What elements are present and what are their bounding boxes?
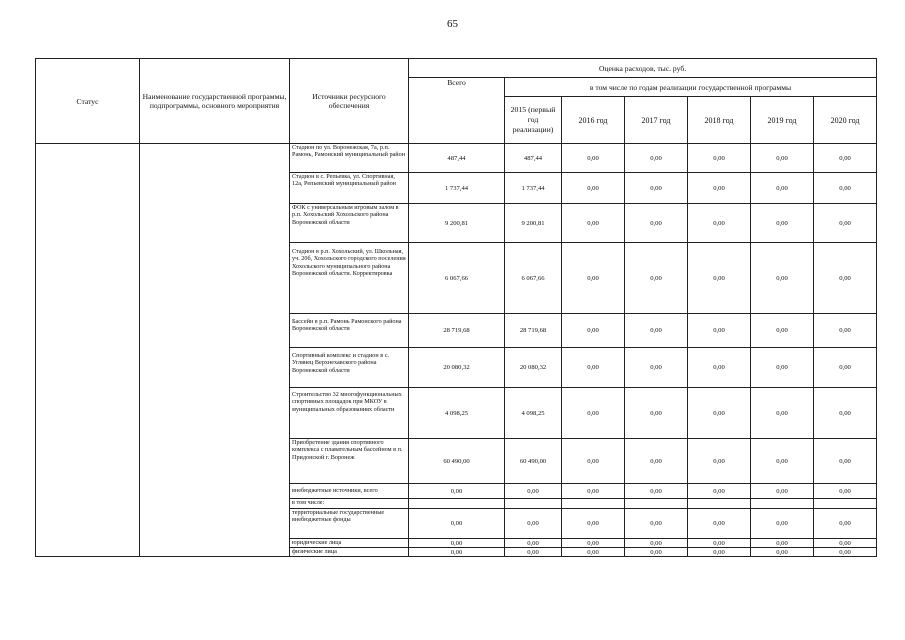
value-2019: 0,00 xyxy=(751,439,814,484)
value-2018: 0,00 xyxy=(688,509,751,539)
value-2020: 0,00 xyxy=(814,144,877,173)
value-2018: 0,00 xyxy=(688,439,751,484)
source-cell: территориальные государственные внебюджетные фонды xyxy=(290,509,409,539)
value-2017: 0,00 xyxy=(625,439,688,484)
source-cell: физические лица xyxy=(290,548,409,557)
value-2020: 0,00 xyxy=(814,388,877,439)
value-2019: 0,00 xyxy=(751,348,814,388)
value-2018: 0,00 xyxy=(688,484,751,499)
value-2020: 0,00 xyxy=(814,539,877,548)
value-2015: 9 200,81 xyxy=(505,204,562,243)
value-2018: 0,00 xyxy=(688,348,751,388)
value-2020: 0,00 xyxy=(814,348,877,388)
value-2018: 0,00 xyxy=(688,243,751,314)
value-2020 xyxy=(814,499,877,509)
value-2016: 0,00 xyxy=(562,548,625,557)
value-2015 xyxy=(505,499,562,509)
header-year-2018: 2018 год xyxy=(688,97,751,144)
source-cell: Стадион в р.п. Хохольский, ул. Школьная, уч. 20б, Хохольского городского поселения Хохольского муниципального района Воронежской области. Корректировка xyxy=(290,243,409,314)
value-2019: 0,00 xyxy=(751,539,814,548)
value-2019: 0,00 xyxy=(751,173,814,204)
source-cell: Строительство 32 многофункциональных спортивных площадок при МКОУ в муниципальных образованиях области xyxy=(290,388,409,439)
source-cell: в том числе: xyxy=(290,499,409,509)
value-2017 xyxy=(625,499,688,509)
budget-table xyxy=(35,58,877,557)
value-2017: 0,00 xyxy=(625,204,688,243)
value-2020: 0,00 xyxy=(814,439,877,484)
source-cell: Стадион в с. Репьевка, ул. Спортивная, 12а, Репьевский муниципальный район xyxy=(290,173,409,204)
value-total: 20 080,32 xyxy=(409,348,505,388)
value-2019 xyxy=(751,499,814,509)
value-total: 6 067,66 xyxy=(409,243,505,314)
value-2018: 0,00 xyxy=(688,548,751,557)
header-program-name: Наименование государственной программы, подпрограммы, основного мероприятия xyxy=(140,59,290,144)
value-2015: 487,44 xyxy=(505,144,562,173)
value-2020: 0,00 xyxy=(814,243,877,314)
value-2019: 0,00 xyxy=(751,509,814,539)
value-2019: 0,00 xyxy=(751,388,814,439)
value-2015: 0,00 xyxy=(505,509,562,539)
value-total: 9 200,81 xyxy=(409,204,505,243)
value-total: 0,00 xyxy=(409,539,505,548)
value-2019: 0,00 xyxy=(751,243,814,314)
value-2016: 0,00 xyxy=(562,348,625,388)
header-year-2016: 2016 год xyxy=(562,97,625,144)
source-cell: ФОК с универсальным игровым залом в р.п. Хохольский Хохольского района Воронежской области xyxy=(290,204,409,243)
value-2019: 0,00 xyxy=(751,144,814,173)
status-cell xyxy=(36,144,140,557)
value-2017: 0,00 xyxy=(625,509,688,539)
table-row xyxy=(36,144,877,173)
value-2016: 0,00 xyxy=(562,144,625,173)
value-2015: 28 719,68 xyxy=(505,314,562,348)
value-2018: 0,00 xyxy=(688,144,751,173)
value-2015: 4 098,25 xyxy=(505,388,562,439)
header-status: Статус xyxy=(36,59,140,144)
header-year-2017: 2017 год xyxy=(625,97,688,144)
value-2017: 0,00 xyxy=(625,484,688,499)
value-2016: 0,00 xyxy=(562,484,625,499)
value-2017: 0,00 xyxy=(625,548,688,557)
header-year-2015: 2015 (первый год реализации) xyxy=(505,97,562,144)
value-2016: 0,00 xyxy=(562,509,625,539)
value-total: 0,00 xyxy=(409,509,505,539)
value-2018: 0,00 xyxy=(688,539,751,548)
header-by-years: в том числе по годам реализации государственной программы xyxy=(505,78,877,97)
value-2016: 0,00 xyxy=(562,439,625,484)
value-2017: 0,00 xyxy=(625,173,688,204)
header-year-2020: 2020 год xyxy=(814,97,877,144)
value-total xyxy=(409,499,505,509)
value-2015: 20 080,32 xyxy=(505,348,562,388)
value-2015: 6 067,66 xyxy=(505,243,562,314)
value-2016: 0,00 xyxy=(562,204,625,243)
value-2016: 0,00 xyxy=(562,388,625,439)
value-2020: 0,00 xyxy=(814,484,877,499)
value-2017: 0,00 xyxy=(625,388,688,439)
value-total: 60 490,00 xyxy=(409,439,505,484)
source-cell: внебюджетные источники, всего xyxy=(290,484,409,499)
value-2020: 0,00 xyxy=(814,509,877,539)
value-total: 487,44 xyxy=(409,144,505,173)
value-2020: 0,00 xyxy=(814,173,877,204)
value-2016: 0,00 xyxy=(562,243,625,314)
value-2017: 0,00 xyxy=(625,539,688,548)
value-2018: 0,00 xyxy=(688,388,751,439)
value-2020: 0,00 xyxy=(814,314,877,348)
value-2019: 0,00 xyxy=(751,484,814,499)
source-cell: Спортивный комплекс и стадион в с. Углянец Верхнехавского района Воронежской области xyxy=(290,348,409,388)
value-2016: 0,00 xyxy=(562,539,625,548)
value-2015: 0,00 xyxy=(505,539,562,548)
source-cell: Стадион по ул. Воронежская, 7а, р.п. Рамонь, Рамонский муниципальный район xyxy=(290,144,409,173)
value-2015: 1 737,44 xyxy=(505,173,562,204)
value-2017: 0,00 xyxy=(625,348,688,388)
value-2018: 0,00 xyxy=(688,314,751,348)
value-2015: 60 490,00 xyxy=(505,439,562,484)
value-2017: 0,00 xyxy=(625,144,688,173)
value-total: 0,00 xyxy=(409,484,505,499)
source-cell: юридические лица xyxy=(290,539,409,548)
value-2015: 0,00 xyxy=(505,548,562,557)
value-2019: 0,00 xyxy=(751,314,814,348)
source-cell: Бассейн в р.п. Рамонь Рамонского района Воронежской области xyxy=(290,314,409,348)
value-total: 0,00 xyxy=(409,548,505,557)
value-2018 xyxy=(688,499,751,509)
value-2018: 0,00 xyxy=(688,173,751,204)
value-2018: 0,00 xyxy=(688,204,751,243)
value-2020: 0,00 xyxy=(814,204,877,243)
value-2016: 0,00 xyxy=(562,314,625,348)
value-2015: 0,00 xyxy=(505,484,562,499)
header-total: Всего xyxy=(409,78,505,144)
header-year-2019: 2019 год xyxy=(751,97,814,144)
header-expense-estimate: Оценка расходов, тыс. руб. xyxy=(409,59,877,78)
source-cell: Приобретение здания спортивного комплекса с плавательным бассейном в п. Придонской г. Воронеж xyxy=(290,439,409,484)
value-2019: 0,00 xyxy=(751,548,814,557)
program-name-cell xyxy=(140,144,290,557)
value-total: 4 098,25 xyxy=(409,388,505,439)
value-2016: 0,00 xyxy=(562,173,625,204)
value-2017: 0,00 xyxy=(625,243,688,314)
value-2017: 0,00 xyxy=(625,314,688,348)
value-2020: 0,00 xyxy=(814,548,877,557)
value-2016 xyxy=(562,499,625,509)
value-total: 1 737,44 xyxy=(409,173,505,204)
header-funding-source: Источники ресурсного обеспечения xyxy=(290,59,409,144)
page-number: 65 xyxy=(447,18,458,30)
value-2019: 0,00 xyxy=(751,204,814,243)
value-total: 28 719,68 xyxy=(409,314,505,348)
